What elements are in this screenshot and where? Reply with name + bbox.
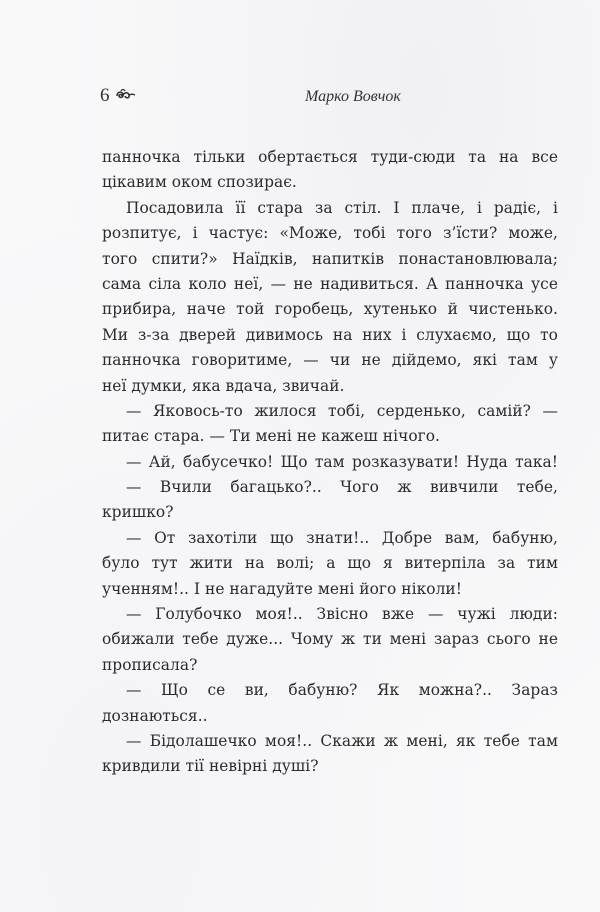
- text-line: Ми з-за дверей дивимось на них і слухаємо, що то: [102, 325, 558, 344]
- text-line: цікавим оком спозирає.: [102, 173, 297, 192]
- fleuron-ornament-icon: [114, 85, 136, 103]
- dialogue-line: — Вчили багацько?.. Чого ж вивчили тебе,: [126, 478, 558, 497]
- text-line: сама сіла коло неї, — не надивиться. А панночка усе: [102, 274, 558, 293]
- dialogue-line: — От захотіли що знати!.. Добре вам, бабуню,: [126, 528, 558, 547]
- text-line: дознаються..: [102, 706, 208, 725]
- paragraph-first-line: Посадовила її стара за стіл. І плаче, і радіє, і: [126, 198, 558, 217]
- text-line: розпитує, і частує: «Може, тобі того з’їсти? може,: [102, 224, 558, 243]
- text-line: ученням!.. І не нагадуйте мені його ніколи!: [102, 579, 462, 598]
- text-line: прописала?: [102, 655, 198, 674]
- text-line: того спити?» Наїдків, напитків понастановлювала;: [102, 249, 558, 268]
- text-line: неї думки, яка вдача, звичай.: [102, 376, 345, 395]
- text-line: питає стара. — Ти мені не кажеш нічого.: [102, 427, 441, 446]
- running-title-author: Марко Вовчок: [305, 88, 401, 105]
- text-line: було тут жити на волі; а що я витерпіла за тим: [102, 554, 558, 573]
- dialogue-line: — Ай, бабусечко! Що там розказувати! Нуда така!: [126, 452, 558, 471]
- text-line: панночка говоритиме, — чи не дійдемо, які там у: [102, 351, 558, 370]
- text-line: кривдили тії невірні душі?: [102, 757, 319, 776]
- page-number: 6: [100, 85, 110, 106]
- dialogue-line: — Голубочко моя!.. Звісно вже — чужі люди:: [126, 605, 558, 624]
- text-line: панночка тільки обертається туди-сюди та на все: [102, 148, 558, 166]
- text-line: обижали тебе дуже... Чому ж ти мені зараз сього не: [102, 630, 558, 649]
- dialogue-line: — Що се ви, бабуню? Як можна?.. Зараз: [126, 681, 558, 700]
- body-text: [102, 145, 558, 780]
- running-head: [100, 84, 560, 108]
- dialogue-line: — Бідолашечко моя!.. Скажи ж мені, як тебе там: [126, 731, 558, 750]
- text-line: прибира, наче той горобець, хутенько й чистенько.: [102, 300, 558, 319]
- dialogue-line: — Яковось-то жилося тобі, серденько, самій? —: [126, 401, 558, 420]
- text-line: кришко?: [102, 503, 174, 522]
